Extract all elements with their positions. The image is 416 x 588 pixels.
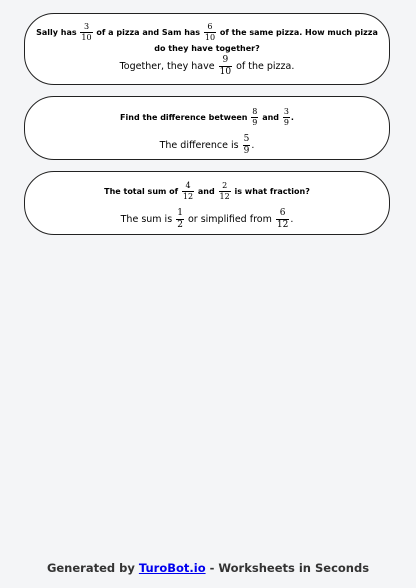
- denominator: 10: [204, 33, 216, 42]
- denominator: 12: [182, 192, 194, 201]
- answer-part: or simplified from: [187, 214, 272, 225]
- answer-part: .: [290, 214, 294, 225]
- fraction: [204, 23, 216, 42]
- problem-card: [24, 96, 390, 160]
- denominator: 9: [252, 118, 258, 127]
- denominator: 12: [276, 220, 289, 230]
- question-text: [33, 108, 381, 127]
- fraction: [251, 108, 258, 127]
- question-part: and: [262, 113, 280, 122]
- numerator: 5: [243, 134, 250, 144]
- answer-part: Together, they have: [119, 61, 215, 72]
- answer-part: of the pizza.: [236, 61, 295, 72]
- question-part: of the same pizza. How much pizza do they have together?: [154, 28, 378, 53]
- numerator: 9: [219, 56, 232, 67]
- answer-part: The difference is: [159, 140, 239, 151]
- problem-card: [24, 13, 390, 85]
- question-text: [33, 182, 381, 201]
- fraction: [276, 209, 289, 230]
- numerator: 6: [204, 23, 216, 33]
- fraction: [219, 56, 232, 77]
- denominator: 9: [243, 146, 250, 156]
- answer-part: The sum is: [120, 214, 173, 225]
- fraction: [182, 182, 194, 201]
- question-part: is what fraction?: [234, 187, 310, 196]
- fraction: [219, 182, 231, 201]
- question-part: The total sum of: [104, 187, 179, 196]
- answer-text: [33, 56, 381, 77]
- numerator: 2: [219, 182, 231, 192]
- denominator: 9: [283, 118, 289, 127]
- numerator: 8: [252, 107, 258, 116]
- denominator: 12: [219, 192, 230, 201]
- footer-prefix: Generated by: [46, 561, 135, 575]
- footer-suffix: - Worksheets in Seconds: [209, 561, 370, 575]
- denominator: 10: [219, 67, 232, 77]
- question-part: Sally has: [36, 28, 77, 37]
- denominator: 10: [81, 33, 92, 42]
- question-part: of a pizza and Sam has: [96, 28, 201, 37]
- denominator: 2: [177, 220, 183, 230]
- numerator: 1: [177, 208, 183, 218]
- answer-text: [33, 135, 381, 156]
- question-part: .: [290, 113, 294, 122]
- numerator: 3: [283, 107, 289, 116]
- fraction: [80, 23, 92, 42]
- question-text: [33, 23, 381, 55]
- answer-part: .: [251, 140, 255, 151]
- fraction: [176, 209, 184, 230]
- question-part: Find the difference between: [120, 113, 248, 122]
- problem-card: [24, 171, 390, 235]
- question-part: and: [197, 187, 215, 196]
- answer-text: [33, 209, 381, 230]
- turobot-link[interactable]: TuroBot.io: [138, 561, 206, 575]
- fraction: [243, 135, 251, 156]
- numerator: 4: [182, 182, 194, 192]
- footer: [0, 561, 416, 575]
- fraction: [283, 108, 290, 127]
- numerator: 6: [276, 209, 289, 220]
- numerator: 3: [80, 23, 92, 33]
